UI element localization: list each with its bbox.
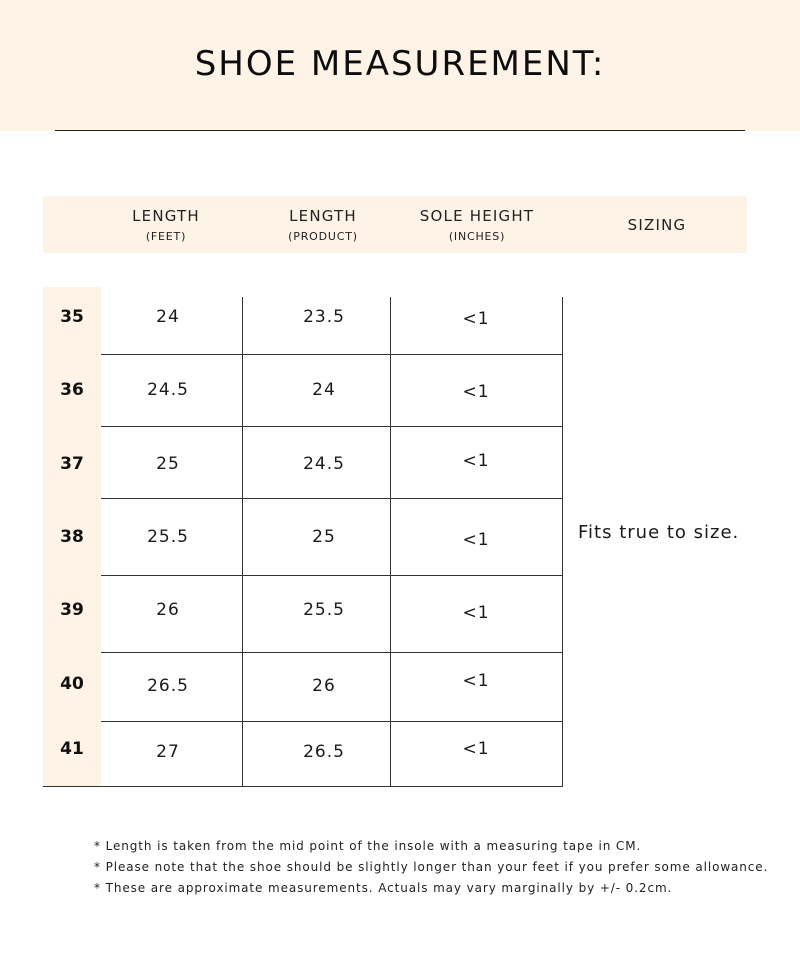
column-header-sub: (PRODUCT): [288, 230, 358, 243]
product-length-cell: 25: [312, 527, 336, 547]
sole-height-cell: <1: [462, 603, 490, 623]
feet-length-cell: 24.5: [147, 380, 189, 400]
table-divider: [101, 721, 563, 722]
feet-length-cell: 25: [156, 454, 180, 474]
sizing-note: Fits true to size.: [578, 522, 740, 543]
footnote: * Length is taken from the mid point of the insole with a measuring tape in CM.: [94, 839, 642, 853]
table-divider: [43, 786, 563, 787]
page-title: SHOE MEASUREMENT:: [194, 44, 606, 84]
footnotes: [94, 836, 784, 899]
sole-height-cell: <1: [462, 382, 490, 402]
footnote: * Please note that the shoe should be slightly longer than your feet if you prefer some allowance.: [94, 860, 769, 874]
product-length-cell: 26.5: [303, 742, 345, 762]
feet-length-cell: 26.5: [147, 676, 189, 696]
feet-length-cell: 27: [156, 742, 180, 762]
table-divider: [101, 426, 563, 427]
size-cell: 35: [60, 307, 84, 327]
column-header-length-product: [263, 207, 383, 243]
column-header-label: LENGTH: [132, 207, 200, 225]
table-divider: [242, 297, 243, 786]
table-divider: [101, 354, 563, 355]
column-header-label: SOLE HEIGHT: [419, 207, 535, 225]
feet-length-cell: 25.5: [147, 527, 189, 547]
title-divider: [55, 130, 745, 131]
product-length-cell: 23.5: [303, 307, 345, 327]
size-cell: 41: [60, 739, 84, 759]
product-length-cell: 26: [312, 676, 336, 696]
sole-height-cell: <1: [462, 530, 490, 550]
sole-height-cell: <1: [462, 739, 490, 759]
feet-length-cell: 26: [156, 600, 180, 620]
table-divider: [562, 297, 563, 786]
product-length-cell: 24.5: [303, 454, 345, 474]
sole-height-cell: <1: [462, 309, 490, 329]
size-cell: 36: [60, 380, 84, 400]
sole-height-cell: <1: [462, 671, 490, 691]
product-length-cell: 25.5: [303, 600, 345, 620]
table-divider: [101, 652, 563, 653]
column-header-label: LENGTH: [289, 207, 357, 225]
size-cell: 37: [60, 454, 84, 474]
column-header-sub: (INCHES): [448, 230, 506, 243]
column-header-sizing: [597, 216, 717, 234]
size-cell: 39: [60, 600, 84, 620]
column-header-label: SIZING: [627, 216, 687, 234]
table-divider: [390, 297, 391, 786]
column-header-sole-height: [402, 207, 552, 243]
column-header-sub: (FEET): [145, 230, 187, 243]
table-divider: [101, 575, 563, 576]
column-header-length-feet: [111, 207, 221, 243]
size-cell: 40: [60, 674, 84, 694]
table-divider: [101, 498, 563, 499]
feet-length-cell: 24: [156, 307, 180, 327]
product-length-cell: 24: [312, 380, 336, 400]
footnote: * These are approximate measurements. Actuals may vary marginally by +/- 0.2cm.: [94, 881, 673, 895]
size-cell: 38: [60, 527, 84, 547]
sole-height-cell: <1: [462, 451, 490, 471]
